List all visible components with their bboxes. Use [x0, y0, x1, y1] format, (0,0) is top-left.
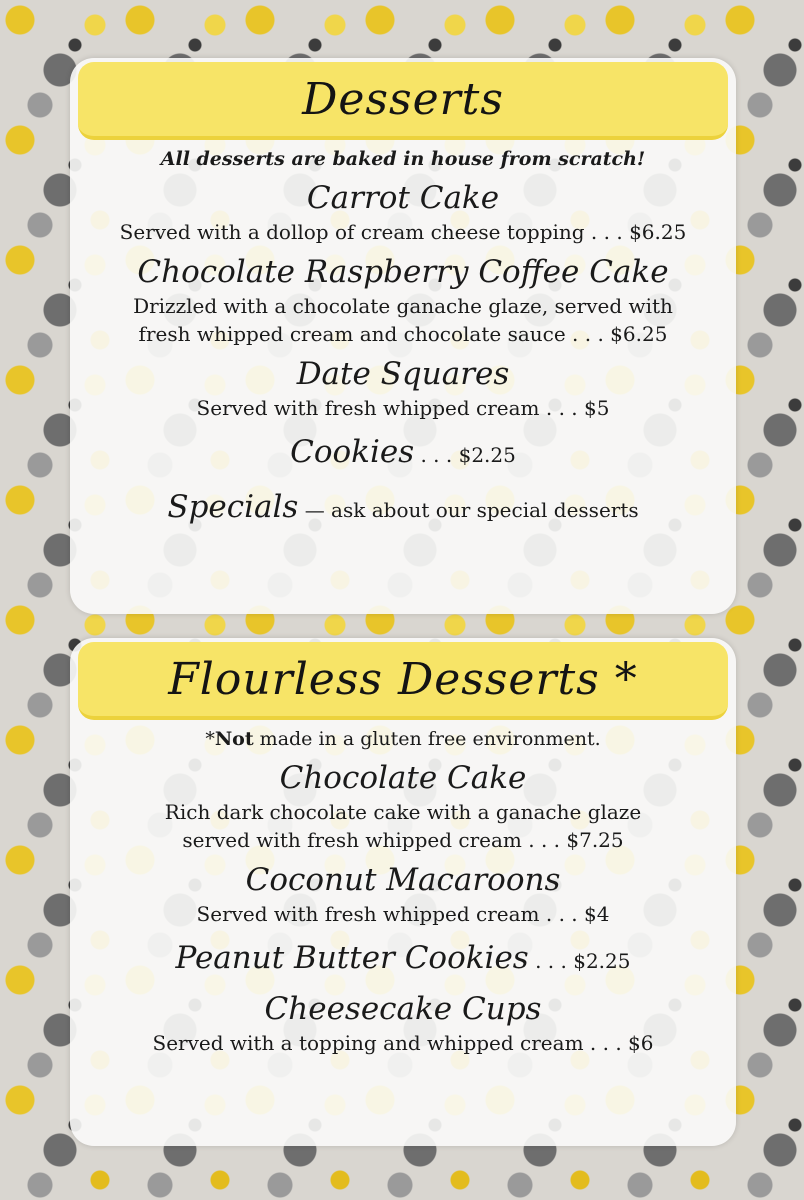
note-asterisk: *: [205, 728, 215, 750]
desserts-title: Desserts: [302, 73, 504, 125]
item-desc-chocolate-cake-line1: Rich dark chocolate cake with a ganache glaze: [164, 800, 642, 824]
item-name-cheesecake-cups: Cheesecake Cups: [264, 991, 542, 1027]
item-name-peanut-butter-cookies: Peanut Butter Cookies: [175, 940, 529, 976]
item-price-peanut-butter-cookies: . . . $2.25: [528, 949, 631, 973]
item-desc-cheesecake-cups: Served with a topping and whipped cream . . . $6: [152, 1031, 654, 1055]
item-name-carrot-cake: Carrot Cake: [306, 180, 500, 216]
specials-line: [70, 487, 736, 532]
flourless-banner: [78, 642, 728, 720]
item-name-coffee-cake: Chocolate Raspberry Coffee Cake: [137, 254, 669, 290]
item-desc-specials: — ask about our special desserts: [298, 498, 639, 522]
flourless-note: [70, 726, 736, 752]
note-bold: Not: [214, 728, 254, 750]
flourless-list: [70, 724, 736, 1057]
item-price-cookies: . . . $2.25: [414, 443, 516, 467]
desserts-note: All desserts are baked in house from scratch!: [160, 148, 646, 170]
item-desc-date-squares: Served with fresh whipped cream . . . $5: [196, 396, 610, 420]
item-desc-coconut-macaroons: Served with fresh whipped cream . . . $4: [196, 902, 610, 926]
item-desc-coffee-cake-line1: Drizzled with a chocolate ganache glaze, served with: [133, 294, 673, 318]
peanut-butter-line: [70, 938, 736, 983]
desserts-list: [70, 144, 736, 532]
item-desc-coffee-cake-line2: fresh whipped cream and chocolate sauce . . . $6.25: [138, 322, 668, 346]
note-rest: made in a gluten free environment.: [253, 728, 601, 750]
item-name-date-squares: Date Squares: [296, 356, 510, 392]
flourless-panel: [70, 638, 736, 1146]
item-name-cookies: Cookies: [290, 434, 415, 470]
item-desc-carrot-cake: Served with a dollop of cream cheese topping . . . $6.25: [119, 220, 687, 244]
item-name-chocolate-cake: Chocolate Cake: [279, 760, 527, 796]
item-desc-chocolate-cake-line2: served with fresh whipped cream . . . $7.25: [182, 828, 624, 852]
cookies-line: [70, 432, 736, 477]
item-name-specials: Specials: [167, 489, 299, 525]
item-name-coconut-macaroons: Coconut Macaroons: [245, 862, 561, 898]
desserts-banner: [78, 62, 728, 140]
desserts-panel: [70, 58, 736, 614]
flourless-title: Flourless Desserts *: [168, 653, 638, 705]
